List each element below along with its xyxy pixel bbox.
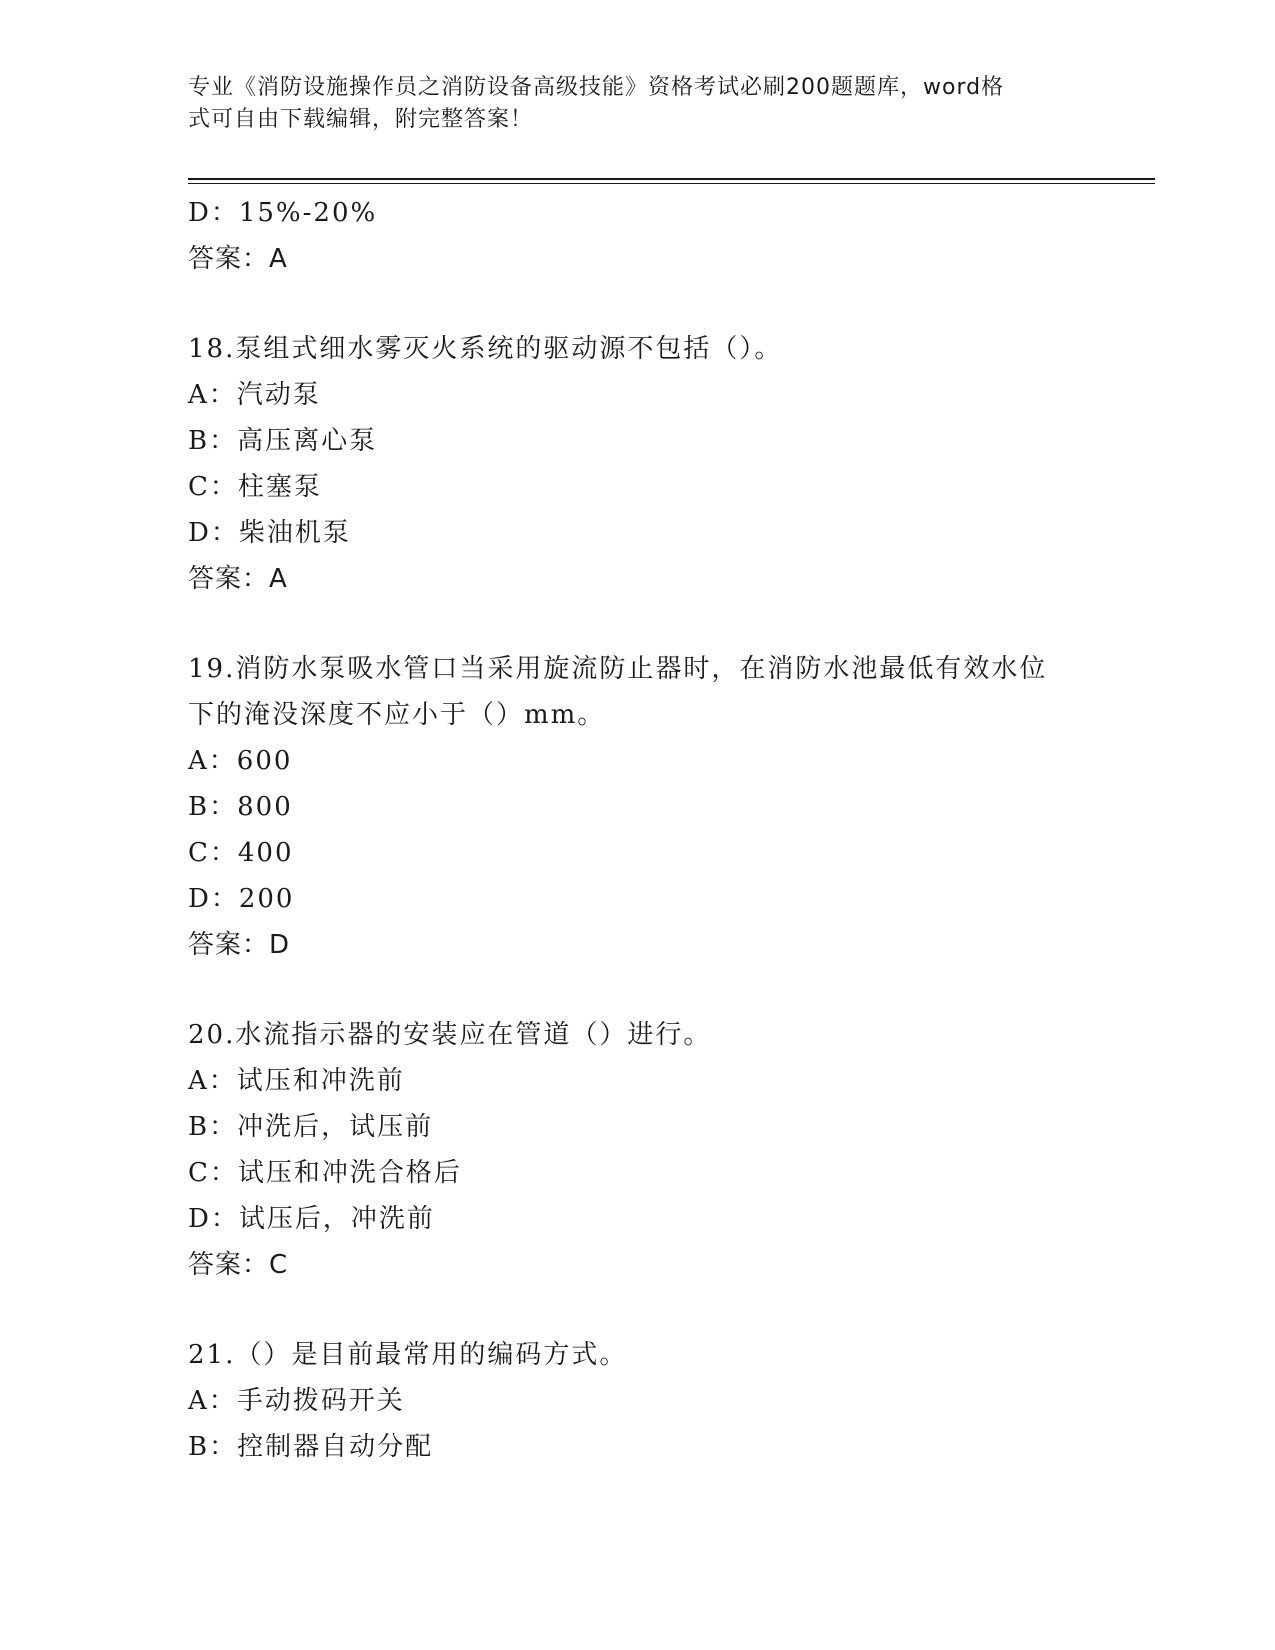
spacer [188,282,1088,326]
document-header [188,72,1078,136]
question-title: 20.水流指示器的安装应在管道（）进行。 [188,1020,712,1050]
option-d: D：试压后，冲洗前 [188,1204,435,1234]
question-title: 18.泵组式细水雾灭火系统的驱动源不包括（）。 [188,334,783,364]
answer: 答案：A [188,564,288,594]
option-b: B：800 [188,792,293,822]
option-b: B：控制器自动分配 [188,1432,434,1462]
header-title-line-1: 专业《消防设施操作员之消防设备高级技能》资格考试必刷200题题库，word格 [188,75,1005,100]
option-a: A：600 [188,746,293,776]
header-rule-thin [188,183,1155,184]
answer: 答案：C [188,1250,289,1280]
question-title-line-1: 19.消防水泵吸水管口当采用旋流防止器时，在消防水池最低有效水位 [188,654,1048,684]
spacer [188,1288,1088,1332]
question-19 [188,646,1088,968]
carryover-option-d: D：15%-20% [188,198,378,228]
question-title-line-2: 下的淹没深度不应小于（）mm。 [188,700,606,730]
option-c: C：柱塞泵 [188,472,322,502]
option-b: B：高压离心泵 [188,426,378,456]
option-d: D：200 [188,884,295,914]
option-b: B：冲洗后，试压前 [188,1112,434,1142]
option-a: A：汽动泵 [188,380,321,410]
option-c: C：400 [188,838,294,868]
header-rule-thick [188,178,1155,180]
question-18 [188,326,1088,602]
question-20 [188,1012,1088,1288]
option-c: C：试压和冲洗合格后 [188,1158,462,1188]
carryover-answer: 答案：A [188,244,288,274]
answer: 答案：D [188,930,291,960]
document-body [188,190,1088,1470]
spacer [188,602,1088,646]
header-title-line-2: 式可自由下载编辑，附完整答案！ [188,107,534,132]
question-21 [188,1332,1088,1470]
spacer [188,968,1088,1012]
option-a: A：试压和冲洗前 [188,1066,405,1096]
option-a: A：手动拨码开关 [188,1386,405,1416]
question-title: 21.（）是目前最常用的编码方式。 [188,1340,628,1370]
option-d: D：柴油机泵 [188,518,351,548]
